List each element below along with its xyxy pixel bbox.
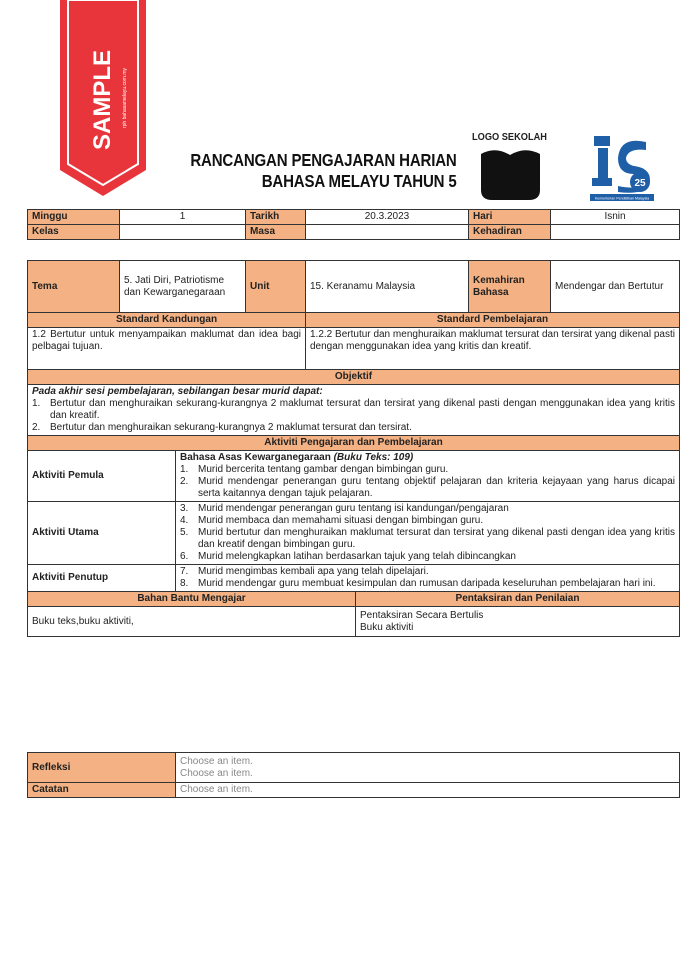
aktiviti-utama-cell	[176, 502, 680, 565]
aktiviti-penutup-label: Aktiviti Penutup	[28, 565, 176, 592]
list-item: 3. Murid mendengar penerangan guru tentang isi kandungan/pengajaran	[180, 503, 509, 514]
masa-value	[306, 225, 469, 240]
unit-label: Unit	[246, 261, 306, 313]
list-item: 5. Murid bertutur dan menghuraikan maklumat tersurat dan tersirat yang dikenal pasti dengan idea yang kritis dan kreatif dengan bimbingan guru.	[180, 527, 675, 550]
objektif-list	[32, 398, 675, 434]
standard-kandungan-text: 1.2 Bertutur untuk menyampaikan maklumat dan idea bagi pelbagai tujuan.	[28, 328, 306, 370]
list-item: 4. Murid membaca dan memahami situasi dengan bimbingan guru.	[180, 515, 484, 526]
refleksi-dropdown-2[interactable]: Choose an item.	[180, 767, 253, 779]
list-item: 7. Murid mengimbas kembali apa yang telah dipelajari.	[180, 566, 429, 577]
list-item: 8. Murid mendengar guru membuat kesimpulan dan rumusan daripada keseluruhan pembelajaran hari ini.	[180, 578, 656, 589]
minggu-label: Minggu	[28, 210, 120, 225]
minggu-value: 1	[120, 210, 246, 225]
svg-text:25: 25	[634, 178, 646, 189]
objektif-header: Objektif	[28, 370, 680, 385]
kelas-value	[120, 225, 246, 240]
objektif-intro: Pada akhir sesi pembelajaran, sebilangan besar murid dapat:	[32, 386, 323, 397]
aktiviti-utama-label: Aktiviti Utama	[28, 502, 176, 565]
penilaian-line-1: Pentaksiran Secara Bertulis	[360, 609, 484, 621]
aktiviti-pemula-cell	[176, 451, 680, 502]
unit-value: 15. Keranamu Malaysia	[306, 261, 469, 313]
bbm-value: Buku teks,buku aktiviti,	[28, 607, 356, 637]
kpm-text: Kementerian Pendidikan Malaysia	[594, 196, 650, 201]
bbm-header: Bahan Bantu Mengajar	[28, 592, 356, 607]
refleksi-table	[27, 752, 680, 798]
list-item: 6. Murid melengkapkan latihan berdasarkan tajuk yang telah dibincangkan	[180, 551, 516, 562]
sample-text: SAMPLE	[89, 49, 116, 151]
page-subtitle: BAHASA MELAYU TAHUN 5	[262, 171, 457, 191]
standard-pembelajaran-text: 1.2.2 Bertutur dan menghuraikan maklumat tersurat dan tersirat yang dikenal pasti dengan menggunakan idea yang kritis dan kreatif.	[306, 328, 680, 370]
hari-value: Isnin	[551, 210, 680, 225]
sample-small-text: rph bahasamelayu.com.my	[122, 67, 128, 129]
catatan-dropdown[interactable]: Choose an item.	[176, 783, 680, 798]
standard-pembelajaran-header: Standard Pembelajaran	[306, 313, 680, 328]
refleksi-cell	[176, 753, 680, 783]
penilaian-header: Pentaksiran dan Penilaian	[356, 592, 680, 607]
refleksi-label: Refleksi	[28, 753, 176, 783]
kelas-label: Kelas	[28, 225, 120, 240]
kehadiran-label: Kehadiran	[469, 225, 551, 240]
pemula-book-ref: (Buku Teks: 109)	[333, 452, 414, 463]
kpm-logo-icon	[588, 130, 656, 202]
kemahiran-value: Mendengar dan Bertutur	[551, 261, 680, 313]
aktiviti-header: Aktiviti Pengajaran dan Pembelajaran	[28, 436, 680, 451]
penilaian-cell	[356, 607, 680, 637]
kehadiran-value	[551, 225, 680, 240]
aktiviti-pemula-label: Aktiviti Pemula	[28, 451, 176, 502]
objektif-cell	[28, 385, 680, 436]
masa-label: Masa	[246, 225, 306, 240]
tema-label: Tema	[28, 261, 120, 313]
list-item: 2. Murid mendengar penerangan guru tentang objektif pelajaran dan kriteria kejayaan yang harus dicapai serta kaitannya dengan tajuk pelajaran.	[180, 476, 675, 499]
page-title: RANCANGAN PENGAJARAN HARIAN	[190, 150, 457, 170]
standard-kandungan-header: Standard Kandungan	[28, 313, 306, 328]
kemahiran-label: Kemahiran Bahasa	[469, 261, 551, 313]
list-item: 2. Bertutur dan menghuraikan sekurang-kurangnya 2 maklumat tersurat dan tersirat.	[32, 422, 412, 433]
list-item: 1. Bertutur dan menghuraikan sekurang-kurangnya 2 maklumat tersurat dan tersirat yang dikenal pasti dengan menggunakan idea yang kritis dan kreatif.	[32, 398, 675, 421]
lesson-plan-table	[27, 260, 680, 637]
aktiviti-penutup-cell	[176, 565, 680, 592]
hari-label: Hari	[469, 210, 551, 225]
logo-label: LOGO SEKOLAH	[472, 131, 547, 143]
sample-stamp	[60, 0, 146, 196]
info-table	[27, 209, 680, 240]
tarikh-value: 20.3.2023	[306, 210, 469, 225]
tema-value: 5. Jati Diri, Patriotisme dan Kewarganegaraan	[120, 261, 246, 313]
school-logo-shield-icon	[479, 146, 542, 201]
penilaian-line-2: Buku aktiviti	[360, 621, 414, 633]
refleksi-dropdown-1[interactable]: Choose an item.	[180, 755, 253, 767]
list-item: 1. Murid bercerita tentang gambar dengan bimbingan guru.	[180, 464, 449, 475]
catatan-label: Catatan	[28, 783, 176, 798]
tarikh-label: Tarikh	[246, 210, 306, 225]
pemula-title: Bahasa Asas Kewarganegaraan	[180, 452, 334, 463]
